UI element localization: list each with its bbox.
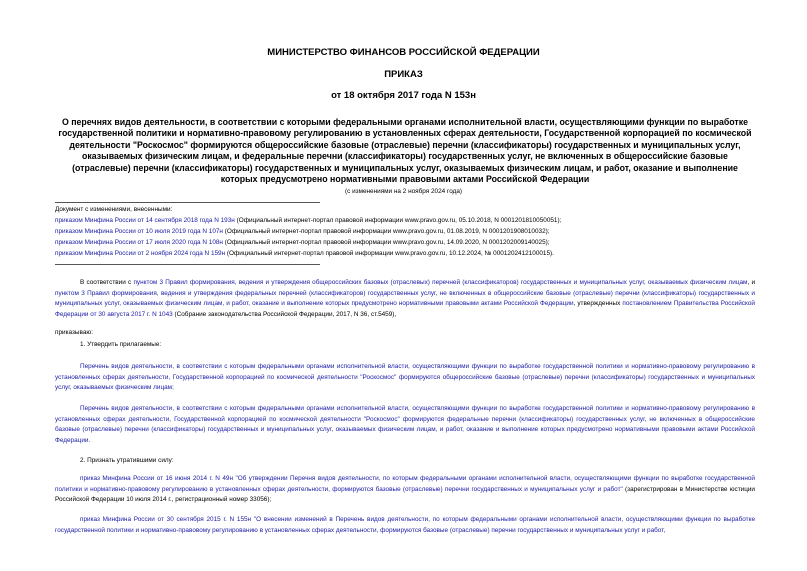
- change-item: приказом Минфина России от 14 сентября 2018 года N 193н (Официальный интернет-портал правовой информации www.pravo.gov.ru, 05.10.2018, N 0001201810050051);: [55, 217, 562, 224]
- change-link[interactable]: приказом Минфина России от 2 ноября 2024 года N 159н: [55, 250, 226, 257]
- preamble: В соответствии с пунктом 3 Правил формирования, ведения и утверждения общероссийских базовых (отраслевых) перечней (классификаторов) государственных и муниципальных услуг, оказываемых физическим лицам, и пунктом 3 Правил формирования, ведения и утверждения федеральных перечней (классификаторов) государственных услуг, не включенных в общероссийские базовые (отраслевые) перечни (классификаторы) государственных и муниципальных услуг, оказываемых физическим лицам, и работ, оказание и выполнение которых предусмотрено нормативными правовыми актами Российской Федерации, утвержденных постановлением Правительства Российской Федерации от 30 августа 2017 г. N 1043 (Собрание законодательства Российской Федерации, 2017, N 36, ст.5459),: [55, 279, 756, 318]
- list-link[interactable]: Перечень видов деятельности, в соответствии с которым федеральными органами исполнительной власти, осуществляющими функции по выработке государственной политики и нормативно-правовому регулированию в установленных сферах деятельности, Государственной корпорацией по космической деятельности "Роскосмос" формируются федеральные перечни (классификаторы) государственных услуг, не включенных в общероссийские базовые (отраслевые) перечни (классификаторы) государственных и муниципальных услуг, оказываемых физическим лицам, и работ, оказание и выполнение которых предусмотрено нормативными правовыми актами Российской Федерации.: [55, 405, 755, 444]
- changes-heading: Документ с изменениями, внесенными:: [55, 206, 173, 213]
- divider-bottom: [55, 264, 320, 265]
- preamble-link-1[interactable]: пунктом 3 Правил формирования, ведения и утверждения общероссийских базовых (отраслевых) перечней (классификаторов) государственных и муниципальных услуг, оказываемых физическим лицам: [133, 279, 748, 286]
- change-link[interactable]: приказом Минфина России от 17 июля 2020 года N 108н: [55, 239, 223, 246]
- orders-text: приказываю:: [55, 329, 93, 336]
- preamble-link-3[interactable]: постановлением Правительства Российской Федерации от 30 августа 2017 г. N 1043: [55, 300, 755, 318]
- change-item: приказом Минфина России от 2 ноября 2024 года N 159н (Официальный интернет-портал правовой информации www.pravo.gov.ru, 10.12.2024, № 0001202412100015).: [55, 250, 554, 257]
- repeal-item: [55, 515, 755, 536]
- list-item: [55, 404, 755, 446]
- change-link[interactable]: приказом Минфина России от 14 сентября 2018 года N 193н: [55, 217, 235, 224]
- ministry-name: МИНИСТЕРСТВО ФИНАНСОВ РОССИЙСКОЙ ФЕДЕРАЦИИ: [267, 47, 540, 58]
- item-2: 2. Признать утратившими силу:: [80, 457, 174, 464]
- list-link[interactable]: Перечень видов деятельности, в соответствии с которым федеральными органами исполнительной власти, осуществляющими функции по выработке государственной политики и нормативно-правовому регулированию в установленных сферах деятельности, Государственной корпорацией по космической деятельности "Роскосмос" формируются общероссийские базовые (отраслевые) перечни (классификаторы) государственных и муниципальных услуг, оказываемых физическим лицам;: [55, 363, 755, 392]
- change-item: приказом Минфина России от 10 июля 2019 года N 107н (Официальный интернет-портал правовой информации www.pravo.gov.ru, 01.08.2019, N 0001201908010032);: [55, 228, 550, 235]
- doc-type: ПРИКАЗ: [384, 69, 423, 80]
- change-item: приказом Минфина России от 17 июля 2020 года N 108н (Официальный интернет-портал правовой информации www.pravo.gov.ru, 14.09.2020, N 0001202009140025);: [55, 239, 550, 246]
- repeal-link[interactable]: приказ Минфина России от 16 июня 2014 г. N 49н "Об утверждении Перечня видов деятельности, по которым федеральными органами исполнительной власти, осуществляющими функции по выработке государственной политики и нормативно-правовому регулированию в установленных сферах деятельности, формируются базовые (отраслевые) перечни государственных и муниципальных услуг и работ": [55, 475, 755, 493]
- repeal-link[interactable]: приказ Минфина России от 30 сентября 2015 г. N 155н "О внесении изменений в Перечень видов деятельности, по которым федеральными органами исполнительной власти, осуществляющими функции по выработке государственной политики и нормативно-правовому регулированию в установленных сферах деятельности, формируются базовые (отраслевые) перечни государственных и муниципальных услуг и работ,: [55, 516, 755, 534]
- repeal-item: приказ Минфина России от 16 июня 2014 г. N 49н "Об утверждении Перечня видов деятельности, по которым федеральными органами исполнительной власти, осуществляющими функции по выработке государственной политики и нормативно-правовому регулированию в установленных сферах деятельности, формируются базовые (отраслевые) перечни государственных и муниципальных услуг и работ" (зарегистрирован в Министерстве юстиции Российской Федерации 10 июля 2014 г., регистрационный номер 33056);: [55, 475, 755, 504]
- change-link[interactable]: приказом Минфина России от 10 июля 2019 года N 107н: [55, 228, 223, 235]
- doc-date-number: от 18 октября 2017 года N 153н: [331, 90, 476, 101]
- doc-title: О перечнях видов деятельности, в соответствии с которыми федеральными органами исполнительной власти, осуществляющими функции по выработке государственной политики и нормативно-правовому регулированию в установленных сферах деятельности, Государственной корпорацией по космической деятельности "Роскосмос" формируются общероссийские базовые (отраслевые) перечни (классификаторы) государственных и муниципальных услуг, оказываемых физическим лицам, и федеральные перечни (классификаторы) государственных услуг, не включенных в общероссийские базовые (отраслевые) перечни (классификаторы) государственных и муниципальных услуг, оказываемых физическим лицам, и работ, оказание и выполнение которых предусмотрено нормативными правовыми актами Российской Федерации: [58, 117, 752, 185]
- amended-note: (с изменениями на 2 ноября 2024 года): [344, 188, 463, 195]
- divider-top: [55, 202, 320, 203]
- item-1: 1. Утвердить прилагаемые:: [80, 341, 162, 348]
- list-item: [55, 362, 755, 394]
- preamble-link-2[interactable]: пунктом 3 Правил формирования, ведения и утверждения федеральных перечней (классификаторов) государственных услуг, не включенных в общероссийские базовые (отраслевые) перечни (классификаторы) государственных и муниципальных услуг, оказываемых физическим лицам, и работ, оказание и выполнение которых предусмотрено нормативными правовыми актами Российской Федерации: [55, 289, 755, 308]
